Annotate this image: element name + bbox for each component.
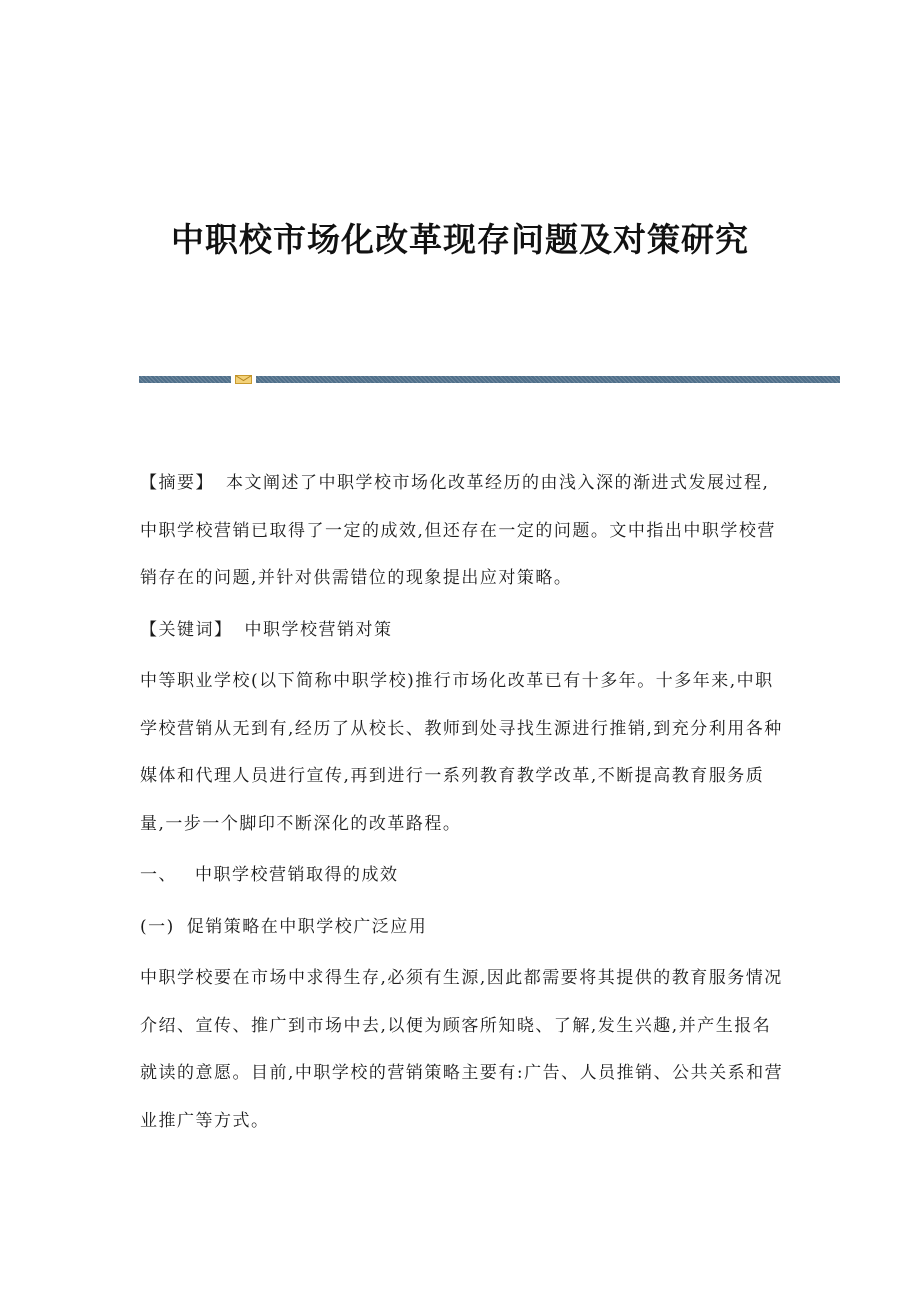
body-paragraph: 中职学校要在市场中求得生存,必须有生源,因此都需要将其提供的教育服务情况介绍、宣传、推广到市场中去,以便为顾客所知晓、了解,发生兴趣,并产生报名就读的意愿。目前,中职学校的营销策略主要有:广告、人员推销、公共关系和营业推广等方式。 bbox=[140, 968, 784, 1131]
abstract-paragraph bbox=[140, 460, 785, 603]
title-divider bbox=[139, 375, 840, 384]
divider-left-bar bbox=[139, 376, 231, 383]
abstract-text: 本文阐述了中职学校市场化改革经历的由浅入深的渐进式发展过程,中职学校营销已取得了一定的成效,但还存在一定的问题。文中指出中职学校营销存在的问题,并针对供需错位的现象提出应对策略。 bbox=[140, 473, 776, 588]
section-number: 一、 bbox=[140, 865, 177, 885]
section-title: 中职学校营销取得的成效 bbox=[195, 865, 399, 885]
keywords-label: 【关键词】 bbox=[140, 619, 233, 640]
subsection-number: (一) bbox=[140, 916, 175, 937]
intro-paragraph: 中等职业学校(以下简称中职学校)推行市场化改革已有十多年。十多年来,中职学校营销从无到有,经历了从校长、教师到处寻找生源进行推销,到充分利用各种媒体和代理人员进行宣传,再到进行一系列教育教学改革,不断提高教育服务质量,一步一个脚印不断深化的改革路程。 bbox=[140, 671, 783, 834]
keywords-text: 中职学校营销对策 bbox=[244, 619, 393, 640]
envelope-icon bbox=[235, 375, 252, 384]
document-body bbox=[140, 460, 785, 1149]
page-title: 中职校市场化改革现存问题及对策研究 bbox=[171, 220, 749, 259]
section-heading bbox=[140, 852, 785, 900]
divider-right-bar bbox=[256, 376, 840, 383]
keywords-paragraph bbox=[140, 607, 785, 655]
subsection-heading bbox=[140, 904, 785, 952]
subsection-title: 促销策略在中职学校广泛应用 bbox=[186, 916, 428, 937]
abstract-label: 【摘要】 bbox=[140, 473, 214, 493]
